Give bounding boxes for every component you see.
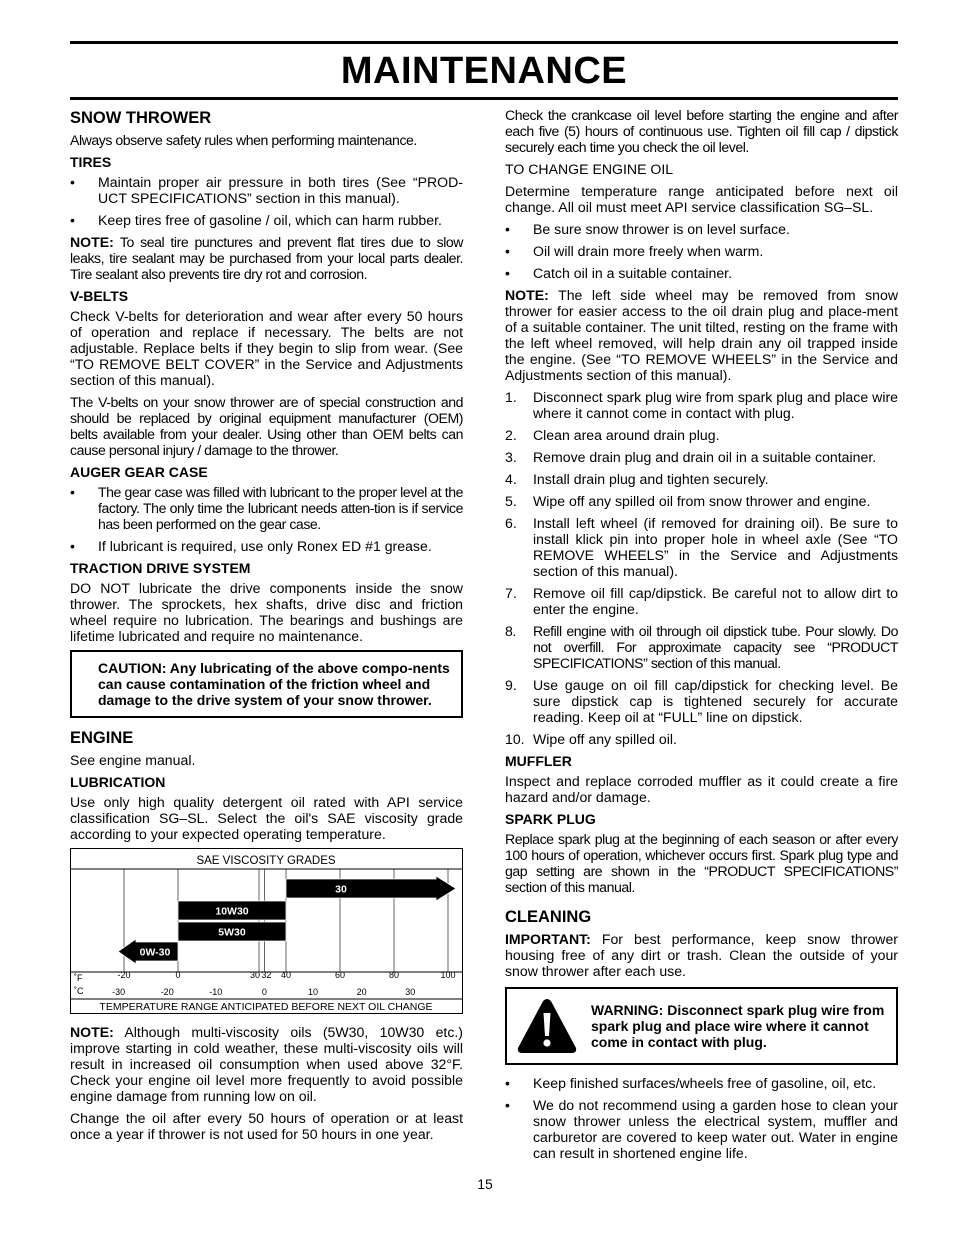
traction-paragraph: DO NOT lubricate the drive components inside the snow thrower. The sprockets, hex shafts, drive disc and friction wheel require no lubrication. The bearings and bushings are lifetime lubricated and require no maintenance. bbox=[70, 580, 463, 644]
list-item: • Maintain proper air pressure in both tires (See “PROD-UCT SPECIFICATIONS” section in this manual). bbox=[70, 174, 463, 206]
chart-x-label: TEMPERATURE RANGE ANTICIPATED BEFORE NEXT OIL CHANGE bbox=[99, 1001, 433, 1013]
cleaning-list bbox=[505, 1075, 898, 1161]
list-item: 5. Wipe off any spilled oil from snow thrower and engine. bbox=[505, 493, 871, 509]
vbelts-paragraph-1: Check V-belts for deterioration and wear after every 50 hours of operation and replace if necessary. The belts are not adjustable. Replace belts if they begin to slip from wear. (See “TO REMOVE BELT COVER” in the Service and Adjustments section of this manual). bbox=[70, 308, 463, 388]
spark-plug-heading: SPARK PLUG bbox=[505, 811, 596, 827]
tires-heading: TIRES bbox=[70, 154, 112, 170]
warning-text: WARNING: Disconnect spark plug wire from spark plug and place wire where it cannot come in contact with plug. bbox=[591, 1002, 885, 1050]
auger-list bbox=[70, 484, 463, 554]
muffler-heading: MUFFLER bbox=[505, 753, 572, 769]
tick-label-c: 0 bbox=[261, 987, 267, 997]
list-item: • Keep tires free of gasoline / oil, which can harm rubber. bbox=[70, 212, 442, 228]
tick-label-f: -20 bbox=[117, 970, 131, 980]
bar-label: 5W30 bbox=[218, 926, 246, 939]
list-item: • Catch oil in a suitable container. bbox=[505, 265, 732, 281]
right-column bbox=[505, 107, 898, 1167]
traction-heading: TRACTION DRIVE SYSTEM bbox=[70, 560, 251, 576]
chart-title: SAE VISCOSITY GRADES bbox=[196, 855, 336, 867]
snow-thrower-intro: Always observe safety rules when performing maintenance. bbox=[70, 132, 417, 148]
caution-box: CAUTION: Any lubricating of the above compo-nents can cause contamination of the friction wheel and damage to the drive system of your snow thrower. bbox=[70, 650, 463, 718]
list-item: 1. Disconnect spark plug wire from spark plug and place wire where it cannot come in contact with plug. bbox=[505, 389, 898, 421]
cleaning-important: IMPORTANT: For best performance, keep snow thrower housing free of any dirt or trash. Clean the outside of your snow thrower after each use. bbox=[505, 931, 898, 979]
viscosity-chart bbox=[70, 848, 463, 1014]
oil-change-steps bbox=[505, 389, 898, 747]
list-item: 8. Refill engine with oil through oil dipstick tube. Pour slowly. Do not overfill. For approximate capacity see “PRODUCT SPECIFICATIONS” section of this manual. bbox=[505, 623, 898, 671]
tick-label-f: 32 bbox=[261, 970, 272, 980]
tick-label-f: 0 bbox=[175, 970, 181, 980]
warning-triangle-icon bbox=[515, 996, 579, 1056]
tires-note: NOTE: To seal tire punctures and prevent flat tires due to slow leaks, tire sealant may be purchased from your local parts dealer. Tire sealant also prevents tire dry rot and corrosion. bbox=[70, 234, 463, 282]
title-rule bbox=[70, 97, 898, 100]
list-item: 7. Remove oil fill cap/dipstick. Be careful not to allow dirt to enter the engine. bbox=[505, 585, 898, 617]
list-item: 2. Clean area around drain plug. bbox=[505, 427, 720, 443]
tick-label-c: -20 bbox=[160, 987, 174, 997]
list-item: • We do not recommend using a garden hose to clean your snow thrower unless the electrical system, muffler and carburetor are covered to keep water out. Water in engine can result in shortened engine life. bbox=[505, 1097, 898, 1161]
tick-label-c: 10 bbox=[307, 987, 319, 997]
tick-label-c: 20 bbox=[356, 987, 367, 997]
tick-label-f: 60 bbox=[334, 970, 346, 980]
bar-label: 0W-30 bbox=[139, 946, 171, 959]
snow-thrower-heading: SNOW THROWER bbox=[70, 109, 212, 127]
list-item: 4. Install drain plug and tighten securely. bbox=[505, 471, 769, 487]
oil-check-paragraph: Check the crankcase oil level before starting the engine and after each five (5) hours of continuous use. Tighten oil fill cap / dipstick securely each time you check the oil level. bbox=[505, 107, 898, 155]
bar-label: 10W30 bbox=[215, 905, 249, 918]
tick-label-f: 80 bbox=[388, 970, 400, 980]
list-item: • If lubricant is required, use only Ronex ED #1 grease. bbox=[70, 538, 432, 554]
list-item: • Be sure snow thrower is on level surface. bbox=[505, 221, 790, 237]
oil-prep-list bbox=[505, 221, 898, 281]
top-rule bbox=[70, 41, 898, 44]
viscosity-chart-svg bbox=[71, 849, 462, 1013]
page-number: 15 bbox=[477, 1176, 493, 1192]
warning-box bbox=[505, 987, 898, 1065]
temperature-paragraph: Determine temperature range anticipated before next oil change. All oil must meet API service classification SG–SL. bbox=[505, 183, 898, 215]
tick-label-f: 40 bbox=[280, 970, 292, 980]
viscosity-bar bbox=[286, 876, 456, 901]
engine-intro: See engine manual. bbox=[70, 752, 196, 768]
list-item: 9. Use gauge on oil fill cap/dipstick for checking level. Be sure dipstick cap is tightened securely for accurate reading. Keep oil at “FULL” line on dipstick. bbox=[505, 677, 898, 725]
list-item: 3. Remove drain plug and drain oil in a suitable container. bbox=[505, 449, 877, 465]
oil-change-paragraph: Change the oil after every 50 hours of operation or at least once a year if thrower is not used for 50 hours in one year. bbox=[70, 1110, 463, 1142]
list-item: • Oil will drain more freely when warm. bbox=[505, 243, 764, 259]
tick-label-f: 30 bbox=[249, 970, 261, 980]
vbelts-paragraph-2: The V-belts on your snow thrower are of special construction and should be replaced by original equipment manufacturer (OEM) belts available from your dealer. Using other than OEM belts can cause personal injury / damage to the thrower. bbox=[70, 394, 463, 458]
list-item: 6. Install left wheel (if removed for draining oil). Be sure to install klick pin into proper hole in wheel axle (See “TO REMOVE WHEELS” in the Service and Adjustments section of this manual). bbox=[505, 515, 898, 579]
tick-label-c: -10 bbox=[209, 987, 223, 997]
unit-label-c: ˚C bbox=[74, 986, 84, 996]
list-item: • Keep finished surfaces/wheels free of gasoline, oil, etc. bbox=[505, 1075, 877, 1091]
list-item: • The gear case was filled with lubricant to the proper level at the factory. The only time the lubricant needs atten-tion is if service has been performed on the gear case. bbox=[70, 484, 463, 532]
engine-heading: ENGINE bbox=[70, 729, 134, 747]
left-column bbox=[70, 106, 463, 1148]
page-title: MAINTENANCE bbox=[340, 50, 628, 92]
cleaning-heading: CLEANING bbox=[505, 908, 592, 926]
change-oil-heading: TO CHANGE ENGINE OIL bbox=[505, 161, 674, 177]
tick-label-c: -30 bbox=[112, 987, 126, 997]
lubrication-heading: LUBRICATION bbox=[70, 774, 166, 790]
unit-label-f: ˚F bbox=[74, 973, 83, 983]
wheel-note: NOTE: The left side wheel may be removed from snow thrower for easier access to the oil drain plug and place-ment of a suitable container. The unit tilted, resting on the frame with the left wheel removed, will help drain any oil trapped inside the engine. (See “TO REMOVE WHEELS” in the Service and Adjustments section of this manual). bbox=[505, 287, 898, 383]
tires-list bbox=[70, 174, 463, 228]
multi-viscosity-note: NOTE: Although multi-viscosity oils (5W30, 10W30 etc.) improve starting in cold weather, these multi-viscosity oils will result in increased oil consumption when used above 32°F. Check your engine oil level more frequently to avoid possible engine damage from running low on oil. bbox=[70, 1024, 463, 1104]
vbelts-heading: V-BELTS bbox=[70, 288, 129, 304]
tick-label-c: 30 bbox=[405, 987, 416, 997]
list-item: 10. Wipe off any spilled oil. bbox=[505, 731, 677, 747]
tick-label-f: 100 bbox=[440, 970, 456, 980]
spark-plug-paragraph: Replace spark plug at the beginning of each season or after every 100 hours of operation, whichever occurs first. Spark plug type and gap setting are shown in the “PRODUCT SPECIFICATIONS” section of this manual. bbox=[505, 831, 898, 895]
muffler-paragraph: Inspect and replace corroded muffler as it could create a fire hazard and/or damage. bbox=[505, 773, 898, 805]
bar-label: 30 bbox=[335, 883, 347, 896]
auger-heading: AUGER GEAR CASE bbox=[70, 464, 208, 480]
lubrication-paragraph: Use only high quality detergent oil rated with API service classification SG–SL. Select the oil's SAE viscosity grade according to your expected operating temperature. bbox=[70, 794, 463, 842]
